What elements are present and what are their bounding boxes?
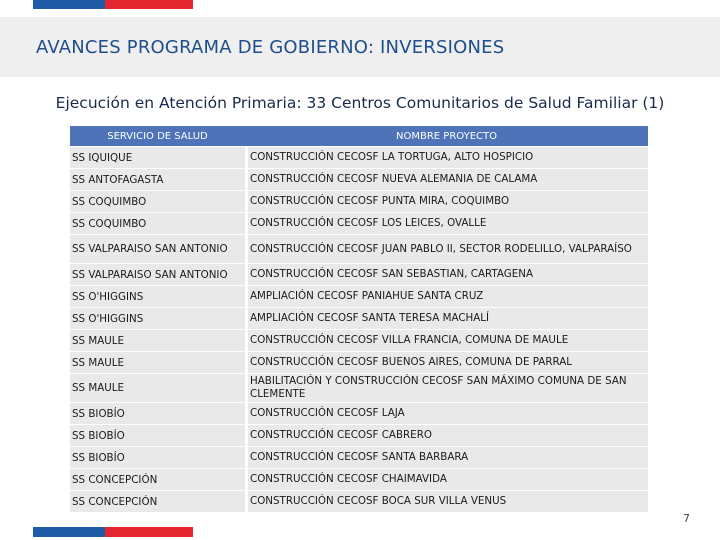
projects-table (70, 125, 648, 513)
cell-proyecto: AMPLIACIÓN CECOSF PANIAHUE SANTA CRUZ (245, 286, 648, 307)
table-row (70, 425, 648, 446)
cell-proyecto: CONSTRUCCIÓN CECOSF CHAIMAVIDA (245, 469, 648, 490)
table-row (70, 169, 648, 190)
cell-servicio: SS ANTOFAGASTA (70, 169, 245, 190)
table-row (70, 235, 648, 263)
table-row (70, 374, 648, 402)
column-header-servicio: SERVICIO DE SALUD (70, 126, 245, 146)
cell-servicio: SS BIOBÍO (70, 425, 245, 446)
cell-servicio: SS CONCEPCIÓN (70, 469, 245, 490)
cell-proyecto: AMPLIACIÓN CECOSF SANTA TERESA MACHALÍ (245, 308, 648, 329)
cell-servicio: SS IQUIQUE (70, 147, 245, 168)
cell-proyecto: CONSTRUCCIÓN CECOSF LA TORTUGA, ALTO HOSPICIO (245, 147, 648, 168)
cell-proyecto: HABILITACIÓN Y CONSTRUCCIÓN CECOSF SAN MÁXIMO COMUNA DE SAN CLEMENTE (245, 374, 648, 402)
page-subtitle: Ejecución en Atención Primaria: 33 Centros Comunitarios de Salud Familiar (1) (55, 94, 665, 112)
table-row (70, 330, 648, 351)
cell-proyecto: CONSTRUCCIÓN CECOSF BOCA SUR VILLA VENUS (245, 491, 648, 512)
cell-proyecto: CONSTRUCCIÓN CECOSF VILLA FRANCIA, COMUNA DE MAULE (245, 330, 648, 351)
table-row (70, 213, 648, 234)
cell-proyecto: CONSTRUCCIÓN CECOSF SAN SEBASTIAN, CARTAGENA (245, 264, 648, 285)
cell-servicio: SS VALPARAISO SAN ANTONIO (70, 264, 245, 285)
flag-stripe-top (33, 0, 193, 9)
table-row (70, 403, 648, 424)
flag-stripe-red (105, 0, 193, 9)
cell-servicio: SS COQUIMBO (70, 213, 245, 234)
table-row (70, 191, 648, 212)
cell-proyecto: CONSTRUCCIÓN CECOSF JUAN PABLO II, SECTOR RODELILLO, VALPARAÍSO (245, 235, 648, 263)
cell-proyecto: CONSTRUCCIÓN CECOSF CABRERO (245, 425, 648, 446)
cell-servicio: SS VALPARAISO SAN ANTONIO (70, 235, 245, 263)
cell-servicio: SS MAULE (70, 374, 245, 402)
page-number: 7 (683, 512, 690, 525)
flag-stripe-bottom (33, 527, 193, 537)
header-band (0, 17, 720, 77)
cell-proyecto: CONSTRUCCIÓN CECOSF NUEVA ALEMANIA DE CALAMA (245, 169, 648, 190)
table-row (70, 352, 648, 373)
table-header-row (70, 126, 648, 146)
table-row (70, 308, 648, 329)
cell-servicio: SS O'HIGGINS (70, 286, 245, 307)
cell-servicio: SS COQUIMBO (70, 191, 245, 212)
cell-proyecto: CONSTRUCCIÓN CECOSF SANTA BARBARA (245, 447, 648, 468)
cell-servicio: SS BIOBÍO (70, 403, 245, 424)
column-header-proyecto: NOMBRE PROYECTO (245, 126, 648, 146)
table-row (70, 264, 648, 285)
cell-proyecto: CONSTRUCCIÓN CECOSF LAJA (245, 403, 648, 424)
page-title: AVANCES PROGRAMA DE GOBIERNO: INVERSIONES (36, 37, 505, 58)
flag-stripe-red (105, 527, 193, 537)
table-row (70, 286, 648, 307)
cell-proyecto: CONSTRUCCIÓN CECOSF BUENOS AIRES, COMUNA DE PARRAL (245, 352, 648, 373)
cell-servicio: SS CONCEPCIÓN (70, 491, 245, 512)
cell-servicio: SS MAULE (70, 330, 245, 351)
flag-stripe-blue (33, 527, 105, 537)
flag-stripe-blue (33, 0, 105, 9)
cell-servicio: SS O'HIGGINS (70, 308, 245, 329)
table-row (70, 147, 648, 168)
cell-servicio: SS MAULE (70, 352, 245, 373)
cell-servicio: SS BIOBÍO (70, 447, 245, 468)
cell-proyecto: CONSTRUCCIÓN CECOSF PUNTA MIRA, COQUIMBO (245, 191, 648, 212)
table-row (70, 491, 648, 512)
table-row (70, 447, 648, 468)
table-row (70, 469, 648, 490)
cell-proyecto: CONSTRUCCIÓN CECOSF LOS LEICES, OVALLE (245, 213, 648, 234)
